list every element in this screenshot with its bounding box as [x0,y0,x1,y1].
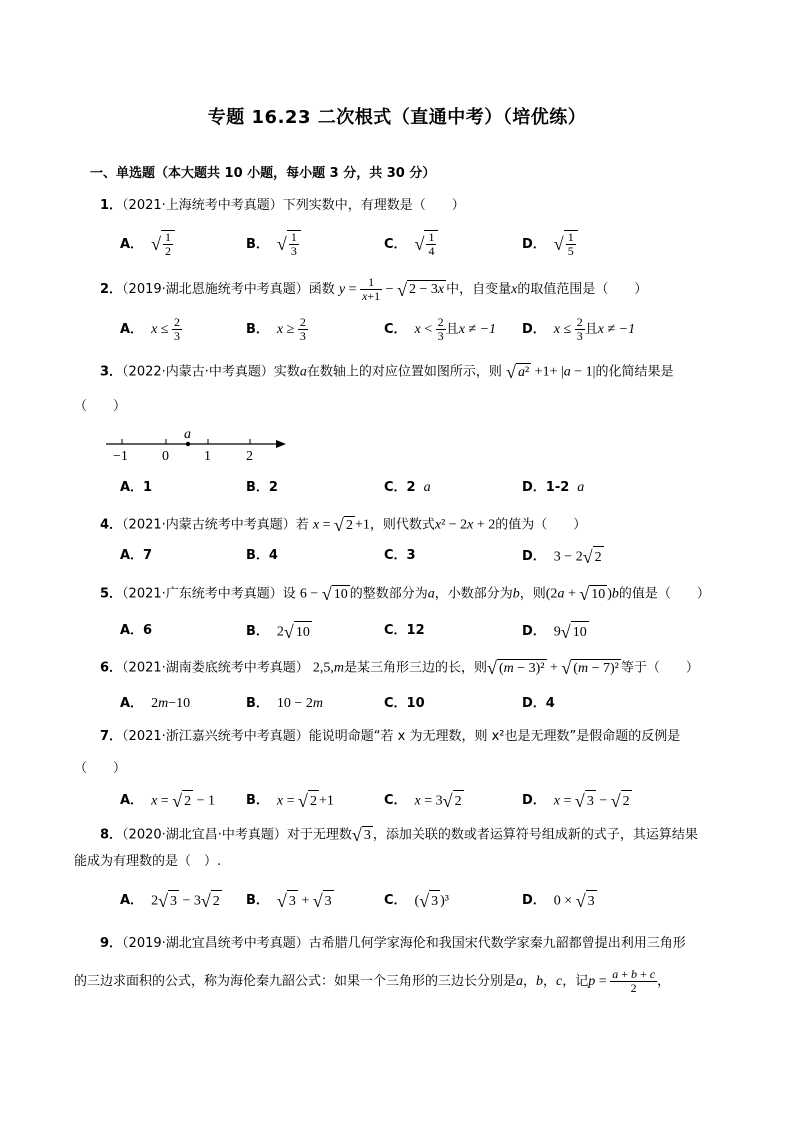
q3-option-d[interactable]: D．1-2 a [522,480,585,495]
q8-option-d[interactable]: D． 0 × √ 3 [522,891,595,912]
q1-option-a[interactable]: A． √ $\frac{1}{2}$ [120,230,175,258]
q4-option-b[interactable]: B．4 [246,548,278,563]
q7-option-a[interactable]: A． x = √ 2 − 1 [120,791,215,812]
q5-option-a[interactable]: A．6 [120,623,153,638]
q1-option-b[interactable]: B． √ $\frac{1}{3}$ [246,230,301,258]
q2-option-c[interactable]: C． x < $\frac{2}{3}$ 且x ≠ −1 [384,315,497,343]
q8-option-c[interactable]: C． (√ 3 )³ [384,891,449,912]
q4-option-d[interactable]: D． 3 − 2√ 2 [522,547,602,568]
q6-option-c[interactable]: C．10 [384,696,425,711]
question-2: 2．（2019·湖北恩施统考中考真题）函数 y = $\frac{1}{x+1}$ − √ 2 − 3x 中，自变量x的取值范围是（ ） [100,275,648,303]
q4-option-a[interactable]: A．7 [120,548,153,563]
q7-option-b[interactable]: B． x = √ 2 +1 [246,791,334,812]
question-6: 6．（2021·湖南娄底统考中考真题） 2,5,m是某三角形三边的长，则√ (m − 3)² + √ (m − 7)² 等于（ ） [100,658,699,679]
q1-option-c[interactable]: C． √ $\frac{1}{4}$ [384,230,438,258]
question-9: 9．（2019·湖北宜昌统考中考真题）古希腊几何学家海伦和我国宋代数学家秦九韶都曾提出利用三角形 [100,936,686,951]
question-3: 3．（2022·内蒙古·中考真题）实数a在数轴上的对应位置如图所示，则 √ a² +1+ |a − 1|的化简结果是 [100,362,674,383]
q2-option-a[interactable]: A． x ≤ $\frac{2}{3}$ [120,315,180,343]
q1-option-d[interactable]: D． √ $\frac{1}{5}$ [522,230,578,258]
q5-option-d[interactable]: D． 9√ 10 [522,622,587,643]
q6-option-a[interactable]: A． 2m−10 [120,696,191,711]
q3-option-c[interactable]: C．2 a [384,480,431,495]
number-line-point-label: a [184,427,191,442]
q8-option-a[interactable]: A． 2√ 3 − 3√ 2 [120,891,220,912]
question-9-cont: 的三边求面积的公式，称为海伦秦九韶公式：如果一个三角形的三边长分别是a，b，c，记p = $\frac{a + b + c}{2}$ ， [74,967,671,995]
tick-label-1: 1 [204,449,211,464]
question-8: 8．（2020·湖北宜昌·中考真题）对于无理数√ 3 ，添加关联的数或者运算符号组成新的式子，其运算结果 [100,825,698,846]
question-7: 7．（2021·浙江嘉兴统考中考真题）能说明命题“若 x 为无理数，则 x²也是无理数”是假命题的反例是 [100,729,681,744]
q2-option-b[interactable]: B． x ≥ $\frac{2}{3}$ [246,315,306,343]
number-line [100,424,290,464]
q6-option-b[interactable]: B． 10 − 2m [246,696,323,711]
q2-option-d[interactable]: D． x ≤ $\frac{2}{3}$ 且x ≠ −1 [522,315,636,343]
q6-option-d[interactable]: D．4 [522,696,555,711]
question-4: 4．（2021·内蒙古统考中考真题）若 x = √ 2 +1，则代数式x² − 2x + 2的值为（ ） [100,515,587,536]
q7-option-c[interactable]: C． x = 3√ 2 [384,791,462,812]
q5-option-c[interactable]: C．12 [384,623,425,638]
tick-label-0: 0 [162,449,169,464]
q3-option-a[interactable]: A．1 [120,480,153,495]
q8-option-b[interactable]: B． √ 3 + √ 3 [246,891,332,912]
q5-option-b[interactable]: B． 2√ 10 [246,622,310,643]
q7-paren: （ ） [74,761,127,776]
q7-option-d[interactable]: D． x = √ 3 − √ 2 [522,791,630,812]
question-5: 5．（2021·广东统考中考真题）设 6 − √ 10 的整数部分为a，小数部分为b，则(2a + √ 10 )b的值是（ ） [100,584,710,605]
page-title: 专题 16.23 二次根式（直通中考）（培优练） [207,107,587,128]
tick-label-neg1: −1 [113,449,128,464]
question-1: 1．（2021·上海统考中考真题）下列实数中，有理数是（ ） [100,198,465,213]
question-8-cont: 能成为有理数的是（ ）. [74,854,222,869]
section-header: 一、单选题（本大题共 10 小题，每小题 3 分，共 30 分） [90,166,436,181]
q3-option-b[interactable]: B．2 [246,480,278,495]
tick-label-2: 2 [246,449,253,464]
q3-paren: （ ） [74,399,127,414]
q4-option-c[interactable]: C．3 [384,548,416,563]
